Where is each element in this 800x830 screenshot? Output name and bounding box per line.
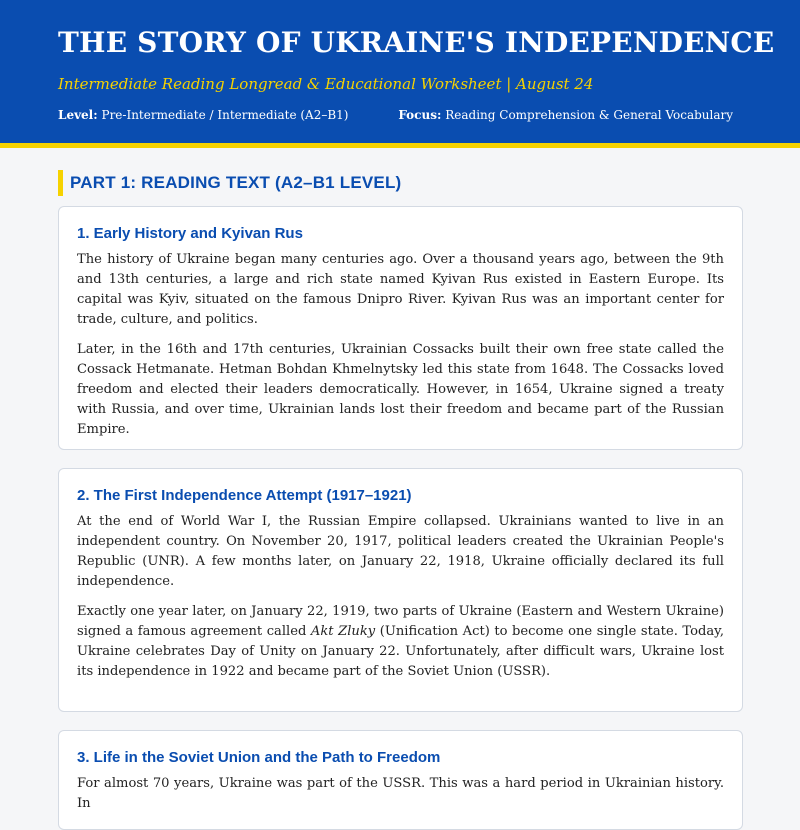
section-paragraph: The history of Ukraine began many centuries ago. Over a thousand years ago, between the 9th and 13th centuries, a large and rich state named Kyivan Rus existed in Eastern Europe. Its capital was Kyiv, situated on the famous Dnipro River. Kyivan Rus was an important center for trade, culture, and politics. <box>77 252 724 327</box>
emphasized-term: Akt Zluky <box>310 624 376 639</box>
section-paragraph <box>77 602 724 682</box>
page-title: THE STORY OF UKRAINE'S INDEPENDENCE <box>58 26 775 59</box>
section-heading: 3. Life in the Soviet Union and the Path to Freedom <box>77 749 441 766</box>
level-info <box>58 108 348 122</box>
focus-value: Reading Comprehension & General Vocabulary <box>445 108 734 122</box>
section-card-3 <box>58 730 743 830</box>
section-paragraph: At the end of World War I, the Russian Empire collapsed. Ukrainians wanted to live in an independent country. On November 20, 1917, political leaders created the Ukrainian People's Republic (UNR). A few months later, on January 22, 1918, Ukraine officially declared its full independence. <box>77 514 724 589</box>
level-value: Pre-Intermediate / Intermediate (A2–B1) <box>101 108 349 122</box>
focus-info <box>398 108 733 122</box>
header-banner <box>0 0 800 148</box>
part-1-heading: PART 1: READING TEXT (A2–B1 LEVEL) <box>58 170 800 196</box>
section-heading: 1. Early History and Kyivan Rus <box>77 225 303 242</box>
page-subtitle: Intermediate Reading Longread & Educational Worksheet | August 24 <box>58 75 594 93</box>
focus-label: Focus: <box>398 108 442 122</box>
section-paragraph: Later, in the 16th and 17th centuries, Ukrainian Cossacks built their own free state called the Cossack Hetmanate. Hetman Bohdan Khmelnytsky led this state from 1648. The Cossacks loved freedom and elected their leaders democratically. However, in 1654, Ukraine signed a treaty with Russia, and over time, Ukrainian lands lost their freedom and became part of the Russian Empire. <box>77 342 724 437</box>
paragraph-text: Exactly one year later, on January 22, 1919, two parts of Ukraine (Eastern and Western Ukraine) signed a famous agreement called <box>77 604 724 639</box>
level-label: Level: <box>58 108 98 122</box>
section-paragraph: For almost 70 years, Ukraine was part of the USSR. This was a hard period in Ukrainian history. In <box>77 776 724 811</box>
section-card-2 <box>58 468 743 712</box>
section-card-1 <box>58 206 743 450</box>
meta-row <box>58 108 733 122</box>
section-heading: 2. The First Independence Attempt (1917–1921) <box>77 487 412 504</box>
paragraph-text: (Unification Act) to become one single state. Today, Ukraine celebrates Day of Unity on January 22. Unfortunately, after difficult wars, Ukraine lost its independence in 1922 and became part of the Soviet Union (USSR). <box>77 624 724 679</box>
